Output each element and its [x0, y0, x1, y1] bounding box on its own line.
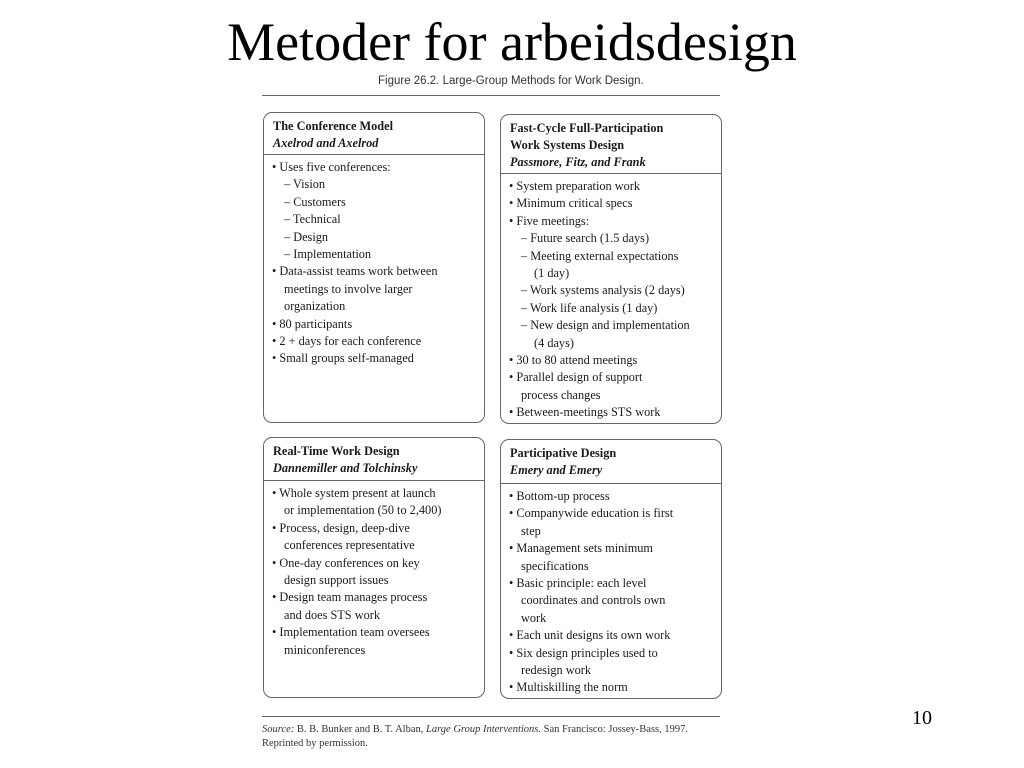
sub-item: – Implementation [284, 247, 372, 262]
bullet-continuation: conferences representative [284, 538, 415, 553]
box-title: Participative Design [510, 446, 617, 460]
bullet-item: • Basic principle: each level [509, 576, 647, 591]
box-body [264, 155, 484, 368]
bottom-rule [262, 716, 720, 717]
bullet-item: • Management sets minimum [509, 541, 653, 556]
bullet-item: • Design team manages process [272, 590, 428, 605]
bullet-continuation: specifications [521, 558, 589, 573]
source-publisher: San Francisco: Jossey-Bass, 1997. [541, 724, 689, 735]
bullet-item: • 80 participants [272, 316, 353, 331]
sub-item: (4 days) [534, 335, 574, 350]
source-label: Source: [262, 724, 295, 735]
box-header [501, 440, 721, 484]
bullet-continuation: organization [284, 299, 346, 314]
box-participative-design [500, 439, 722, 699]
bullet-item: • Process, design, deep-dive [272, 520, 410, 535]
sub-item: – Customers [284, 194, 346, 209]
bullet-item: • Each unit designs its own work [509, 628, 671, 643]
bullet-item: • System preparation work [509, 179, 641, 193]
bullet-continuation: or implementation (50 to 2,400) [284, 503, 442, 518]
source-authors: B. B. Bunker and B. T. Alban, [294, 724, 426, 735]
bullet-continuation: work [521, 610, 547, 625]
bullet-item: • Multiskilling the norm [509, 680, 628, 695]
source-permission: Reprinted by permission. [262, 738, 368, 749]
bullet-item: • Whole system present at launch [272, 486, 436, 500]
page-number: 10 [912, 707, 932, 729]
bullet-item: • Implementation team oversees [272, 625, 430, 640]
sub-item: – Work systems analysis (2 days) [521, 283, 685, 298]
figure-caption: Figure 26.2. Large-Group Methods for Work Design. [378, 75, 644, 87]
bullet-item: • Between-meetings STS work [509, 405, 661, 420]
bullet-item: • Five meetings: [509, 213, 590, 228]
bullet-item: • Parallel design of support [509, 370, 643, 385]
bullet-continuation: process changes [521, 387, 601, 402]
bullet-item: • Small groups self-managed [272, 351, 414, 366]
sub-item: – Meeting external expectations [521, 248, 679, 263]
sub-item: – Technical [284, 212, 341, 227]
box-body [264, 481, 484, 659]
slide-title: Metoder for arbeidsdesign [227, 12, 797, 72]
bullet-item: • Uses five conferences: [272, 160, 391, 174]
bullet-item: • Six design principles used to [509, 645, 658, 660]
bullet-continuation: design support issues [284, 573, 389, 588]
box-header [264, 113, 484, 155]
box-title: Real-Time Work Design [273, 444, 400, 458]
top-rule [262, 95, 720, 96]
bullet-item: • Minimum critical specs [509, 196, 633, 211]
box-conference-model [263, 112, 485, 423]
box-title: The Conference Model [273, 119, 393, 133]
bullet-continuation: and does STS work [284, 607, 380, 622]
box-authors: Axelrod and Axelrod [273, 136, 379, 150]
bullet-item: • Companywide education is first [509, 506, 674, 521]
bullet-continuation: step [521, 523, 541, 538]
box-authors: Passmore, Fitz, and Frank [510, 155, 646, 169]
bullet-continuation: coordinates and controls own [521, 593, 666, 608]
bullet-item: • Bottom-up process [509, 489, 610, 503]
box-real-time-work-design [263, 437, 485, 698]
box-header [264, 438, 484, 481]
bullet-continuation: redesign work [521, 663, 592, 678]
bullet-continuation: miniconferences [284, 642, 366, 657]
sub-item: – Design [284, 229, 329, 244]
sub-item: – Work life analysis (1 day) [521, 300, 658, 315]
box-header [501, 115, 721, 174]
box-fast-cycle [500, 114, 722, 424]
sub-item: – New design and implementation [521, 318, 690, 333]
box-body [501, 174, 721, 422]
box-title-line2: Work Systems Design [510, 138, 625, 152]
box-body [501, 484, 721, 697]
source-book: Large Group Interventions. [426, 724, 542, 735]
sub-item: (1 day) [534, 266, 570, 281]
sub-item: – Vision [284, 177, 326, 192]
source-note [262, 723, 688, 751]
bullet-continuation: meetings to involve larger [284, 281, 413, 296]
sub-item: – Future search (1.5 days) [521, 231, 650, 246]
bullet-item: • Data-assist teams work between [272, 264, 438, 279]
box-authors: Emery and Emery [510, 463, 603, 477]
box-title: Fast-Cycle Full-Participation [510, 121, 664, 135]
bullet-item: • 30 to 80 attend meetings [509, 353, 638, 368]
bullet-item: • One-day conferences on key [272, 555, 420, 570]
box-authors: Dannemiller and Tolchinsky [273, 461, 418, 475]
bullet-item: • 2 + days for each conference [272, 334, 422, 349]
